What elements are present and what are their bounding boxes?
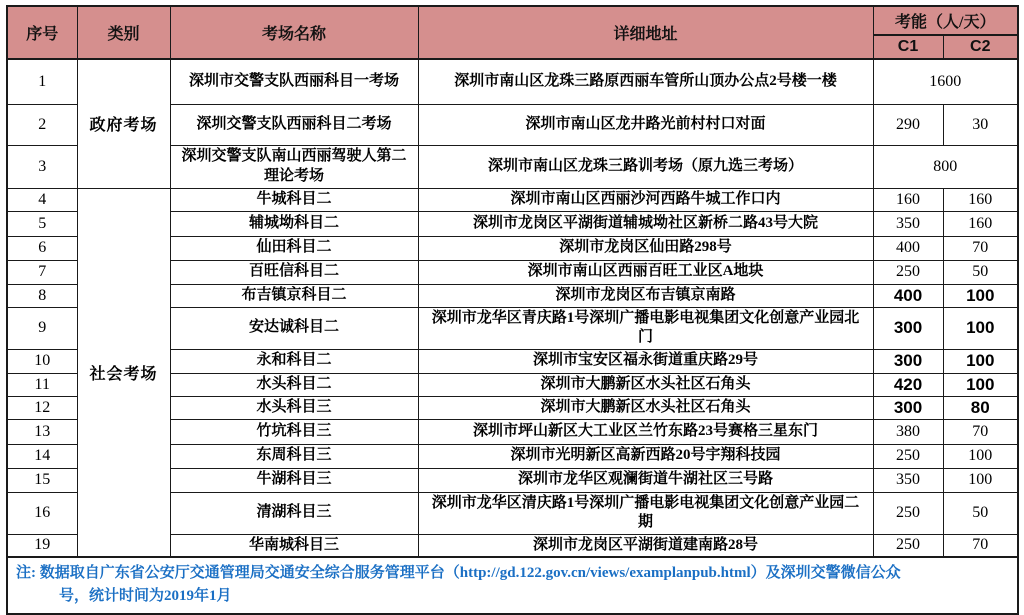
header-no: 序号 (7, 6, 77, 59)
site-name-cell: 水头科目二 (170, 373, 418, 396)
row-number-cell: 6 (7, 236, 77, 260)
c2-cell: 100 (943, 444, 1018, 468)
row-number-cell: 1 (7, 59, 77, 104)
row-number-cell: 19 (7, 534, 77, 557)
site-name-cell: 牛城科目二 (170, 188, 418, 211)
row-number-cell: 11 (7, 373, 77, 396)
category-cell-government: 政府考场 (77, 59, 170, 188)
address-cell: 深圳市龙岗区仙田路298号 (418, 236, 873, 260)
c2-cell: 100 (943, 373, 1018, 396)
row-number-cell: 4 (7, 188, 77, 211)
site-name-cell: 辅城坳科目二 (170, 211, 418, 236)
header-capacity: 考能（人/天） (873, 6, 1018, 35)
site-name-cell: 布吉镇京科目二 (170, 284, 418, 307)
c1-cell: 290 (873, 104, 943, 145)
address-cell: 深圳市南山区龙井路光前村村口对面 (418, 104, 873, 145)
table-row (7, 188, 1018, 211)
site-name-cell: 仙田科目二 (170, 236, 418, 260)
c1-cell: 300 (873, 307, 943, 349)
address-cell: 深圳市龙岗区平湖街道辅城坳社区新桥二路43号大院 (418, 211, 873, 236)
address-cell: 深圳市大鹏新区水头社区石角头 (418, 396, 873, 419)
header-c1: C1 (873, 35, 943, 59)
c2-cell: 160 (943, 211, 1018, 236)
c2-cell: 100 (943, 307, 1018, 349)
site-name-cell: 水头科目三 (170, 396, 418, 419)
address-cell: 深圳市南山区西丽沙河西路牛城工作口内 (418, 188, 873, 211)
category-cell-social: 社会考场 (77, 188, 170, 557)
row-number-cell: 2 (7, 104, 77, 145)
row-number-cell: 3 (7, 145, 77, 188)
c1-cell: 400 (873, 236, 943, 260)
exam-site-table (6, 5, 1019, 615)
c1-cell: 250 (873, 260, 943, 284)
c2-cell: 30 (943, 104, 1018, 145)
address-cell: 深圳市坪山新区大工业区兰竹东路23号赛格三星东门 (418, 419, 873, 444)
capacity-merged-cell: 1600 (873, 59, 1018, 104)
header-c2: C2 (943, 35, 1018, 59)
c1-cell: 250 (873, 492, 943, 534)
table-row (7, 59, 1018, 104)
header-site-name: 考场名称 (170, 6, 418, 59)
c1-cell: 400 (873, 284, 943, 307)
c2-cell: 50 (943, 492, 1018, 534)
c2-cell: 160 (943, 188, 1018, 211)
site-name-cell: 东周科目三 (170, 444, 418, 468)
site-name-cell: 深圳交警支队南山西丽驾驶人第二理论考场 (170, 145, 418, 188)
c2-cell: 70 (943, 534, 1018, 557)
c1-cell: 300 (873, 396, 943, 419)
row-number-cell: 5 (7, 211, 77, 236)
address-cell: 深圳市龙华区观澜街道牛湖社区三号路 (418, 468, 873, 492)
row-number-cell: 8 (7, 284, 77, 307)
c1-cell: 350 (873, 468, 943, 492)
row-number-cell: 10 (7, 349, 77, 373)
address-cell: 深圳市龙华区清庆路1号深圳广播电影电视集团文化创意产业园二期 (418, 492, 873, 534)
c2-cell: 50 (943, 260, 1018, 284)
address-cell: 深圳市南山区西丽百旺工业区A地块 (418, 260, 873, 284)
site-name-cell: 永和科目二 (170, 349, 418, 373)
site-name-cell: 清湖科目三 (170, 492, 418, 534)
address-cell: 深圳市光明新区高新西路20号宇翔科技园 (418, 444, 873, 468)
footnote (7, 557, 1018, 614)
table-header (7, 6, 1018, 59)
site-name-cell: 深圳交警支队西丽科目二考场 (170, 104, 418, 145)
row-number-cell: 13 (7, 419, 77, 444)
footnote-line1: 注: 数据取自广东省公安厅交通管理局交通安全综合服务管理平台（http://gd.122.gov.cn/views/examplanpub.html）及深圳交警微信公众 (16, 565, 901, 581)
capacity-merged-cell: 800 (873, 145, 1018, 188)
row-number-cell: 15 (7, 468, 77, 492)
c2-cell: 80 (943, 396, 1018, 419)
site-name-cell: 竹坑科目三 (170, 419, 418, 444)
address-cell: 深圳市南山区龙珠三路训考场（原九选三考场） (418, 145, 873, 188)
header-address: 详细地址 (418, 6, 873, 59)
site-name-cell: 牛湖科目三 (170, 468, 418, 492)
footnote-row (7, 557, 1018, 614)
row-number-cell: 16 (7, 492, 77, 534)
c1-cell: 160 (873, 188, 943, 211)
c1-cell: 350 (873, 211, 943, 236)
c2-cell: 70 (943, 419, 1018, 444)
address-cell: 深圳市龙岗区平湖街道建南路28号 (418, 534, 873, 557)
site-name-cell: 安达诚科目二 (170, 307, 418, 349)
c2-cell: 100 (943, 468, 1018, 492)
table-body (7, 59, 1018, 557)
c2-cell: 100 (943, 349, 1018, 373)
c1-cell: 250 (873, 444, 943, 468)
c1-cell: 380 (873, 419, 943, 444)
footnote-line2: 号，统计时间为2019年1月 (59, 587, 232, 604)
header-category: 类别 (77, 6, 170, 59)
address-cell: 深圳市龙华区青庆路1号深圳广播电影电视集团文化创意产业园北门 (418, 307, 873, 349)
address-cell: 深圳市宝安区福永街道重庆路29号 (418, 349, 873, 373)
c1-cell: 420 (873, 373, 943, 396)
row-number-cell: 14 (7, 444, 77, 468)
row-number-cell: 9 (7, 307, 77, 349)
row-number-cell: 12 (7, 396, 77, 419)
site-name-cell: 百旺信科目二 (170, 260, 418, 284)
c2-cell: 70 (943, 236, 1018, 260)
c2-cell: 100 (943, 284, 1018, 307)
address-cell: 深圳市龙岗区布吉镇京南路 (418, 284, 873, 307)
c1-cell: 250 (873, 534, 943, 557)
site-name-cell: 华南城科目三 (170, 534, 418, 557)
address-cell: 深圳市大鹏新区水头社区石角头 (418, 373, 873, 396)
address-cell: 深圳市南山区龙珠三路原西丽车管所山顶办公点2号楼一楼 (418, 59, 873, 104)
row-number-cell: 7 (7, 260, 77, 284)
site-name-cell: 深圳市交警支队西丽科目一考场 (170, 59, 418, 104)
c1-cell: 300 (873, 349, 943, 373)
